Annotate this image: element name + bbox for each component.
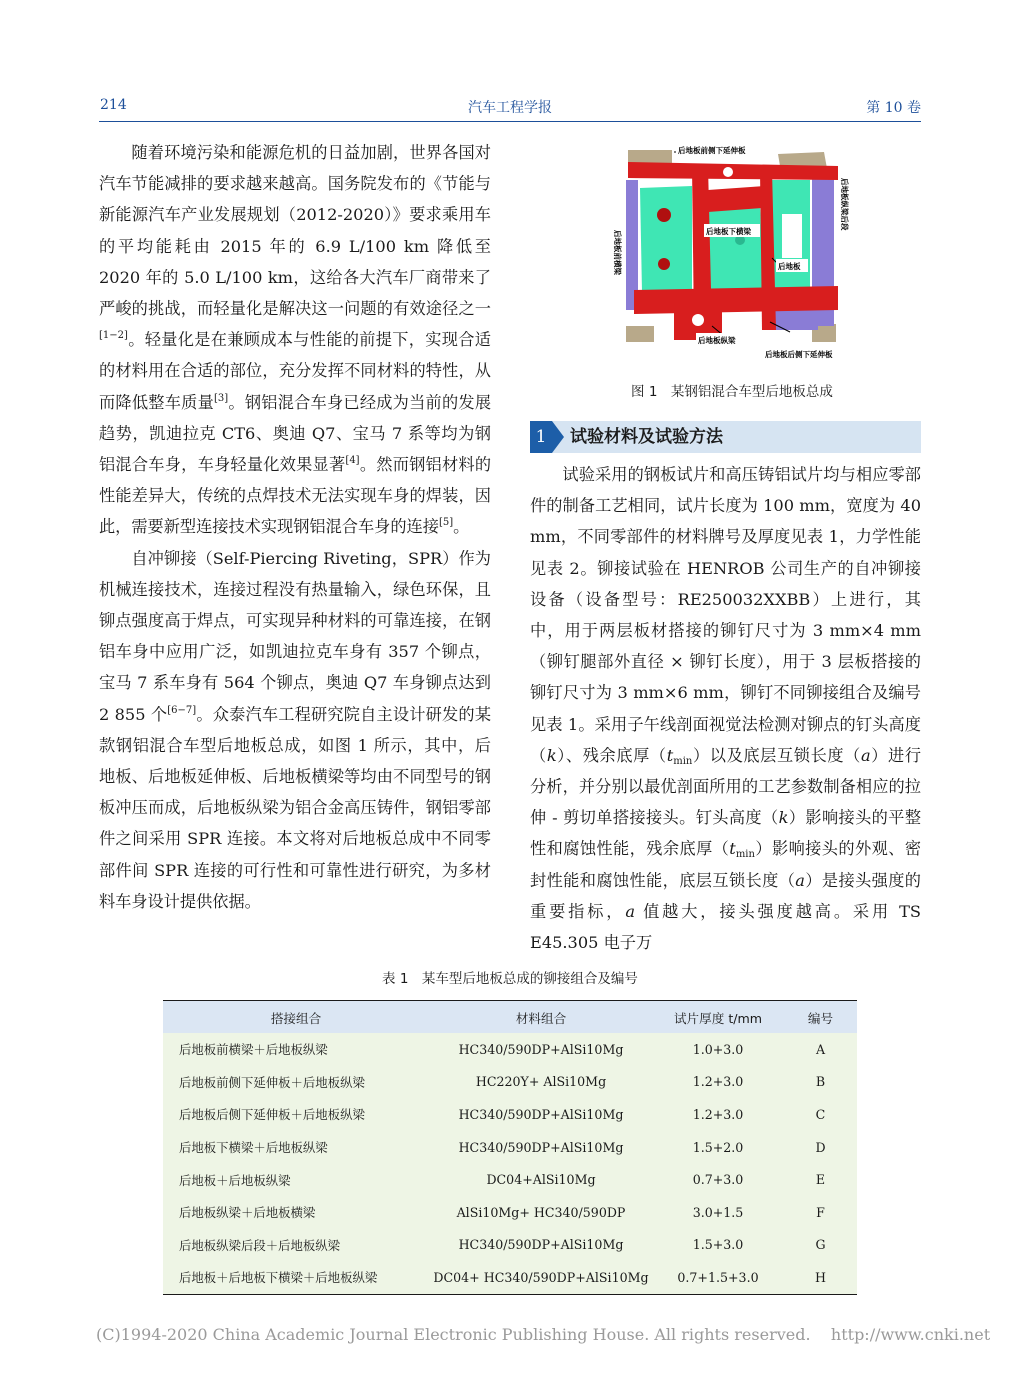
cell-material: HC340/590DP+AlSi10Mg [458, 1139, 624, 1155]
table-row [163, 1033, 857, 1066]
cell-code: C [815, 1106, 826, 1122]
figure-1 [612, 140, 852, 362]
left-column [99, 137, 491, 917]
cell-combination: 后地板前侧下延伸板＋后地板纵梁 [179, 1074, 365, 1090]
column-header: 搭接组合 [270, 1010, 322, 1026]
paragraph-spr: 自冲铆接（Self-Piercing Riveting，SPR）作为机械连接技术，连接过程没有热量输入，绿色环保，且铆点强度高于焊点，可实现异种材料的可靠连接，在钢铝车身中应用广泛，如凯迪拉克车身有 357 个铆点，宝马 7 系车身有 564 个铆点，奥迪 Q7 车身铆点达到 2 855 个[6−7]。众泰汽车工程研究院自主设计研发的某款钢铝混合车型后地板总成，如图 1 所示，其中，后地板、后地板延伸板、后地板横梁等均由不同型号的钢板冲压而成，后地板纵梁为铝合金高压铸件，钢铝零部件之间采用 SPR 连接。本文将对后地板总成中不同零部件间 SPR 连接的可行性和可靠性进行研究，为多材料车身设计提供依据。 [99, 548, 492, 911]
citation: [1−2] [99, 330, 128, 342]
citation: [6−7] [167, 704, 197, 716]
cell-combination: 后地板前横梁＋后地板纵梁 [179, 1042, 328, 1058]
cell-material: HC340/590DP+AlSi10Mg [458, 1237, 624, 1253]
cell-thickness: 0.7+1.5+3.0 [677, 1269, 759, 1285]
right-column [530, 459, 921, 958]
column-header: 试片厚度 t/mm [673, 1010, 763, 1026]
table-header-row [163, 1001, 857, 1034]
cell-material: DC04+ HC340/590DP+AlSi10Mg [433, 1269, 649, 1285]
column-header: 编号 [807, 1010, 834, 1026]
table-row [163, 1098, 857, 1131]
cell-thickness: 1.5+3.0 [692, 1237, 744, 1253]
cell-thickness: 1.5+2.0 [692, 1139, 744, 1155]
table-caption: 表 1 某车型后地板总成的铆接组合及编号 [382, 971, 638, 987]
citation: [5] [438, 517, 454, 529]
cell-code: G [815, 1237, 826, 1253]
table-row [163, 1066, 857, 1099]
volume-label: 第 10 卷 [866, 100, 921, 116]
citation: [4] [345, 455, 360, 467]
cell-combination: 后地板纵梁后段＋后地板纵梁 [179, 1237, 341, 1253]
label-lower-crossmember: 后地板下横梁 [706, 227, 751, 236]
paragraph-methods: 试验采用的钢板试片和高压铸铝试片均与相应零部件的制备工艺相同，试片长度为 100 mm，宽度为 40 mm，不同零部件的材料牌号及厚度见表 1，力学性能见表 2。铆接试验在 HENROB 公司生产的自冲铆接设备（设备型号：RE250032XXBB）上进行，其中，用于两层板材搭接的铆钉尺寸为 3 mm×4 mm（铆钉腿部外直径 × 铆钉长度），用于 3 层板搭接的铆钉尺寸为 3 mm×6 mm，铆钉不同铆接组合及编号见表 1。采用子午线剖面视觉法检测对铆点的钉头高度（k）、残余底厚$(t_{min})$以及底层互锁长度（a）进行分析，并分别以最优剖面所用的工艺参数制备相应的拉伸 - 剪切单搭接接头。钉头高度（k）影响接头的平整性和腐蚀性能，残余底厚$(t_{min})$影响接头的外观、密封性能和腐蚀性能，底层互锁长度（a）是接头强度的重要指标，a 值越大，接头强度越高。采用 TS E45.305 电子万 [530, 465, 922, 953]
cell-thickness: 0.7+3.0 [692, 1172, 744, 1188]
journal-title: 汽车工程学报 [468, 100, 552, 116]
cell-combination: 后地板纵梁＋后地板横梁 [179, 1205, 316, 1221]
cell-combination: 后地板后侧下延伸板＋后地板纵梁 [179, 1107, 365, 1123]
cell-code: A [815, 1041, 826, 1057]
label-front-crossmember: 后地板前横梁 [613, 230, 622, 275]
section-number: 1 [530, 421, 552, 453]
cell-material: HC340/590DP+AlSi10Mg [458, 1041, 624, 1057]
cell-code: F [816, 1204, 825, 1220]
copyright-footer: (C)1994-2020 China Academic Journal Electronic Publishing House. All rights reserved. http://www.cnki.net [96, 1325, 991, 1344]
label-rear-lower-extension: 后地板后侧下延伸板 [765, 350, 833, 359]
cell-code: D [815, 1139, 826, 1155]
cell-code: E [815, 1172, 826, 1188]
citation: [3] [214, 392, 229, 404]
cell-thickness: 1.2+3.0 [692, 1106, 744, 1122]
header-rule [99, 121, 921, 122]
page-number: 214 [100, 97, 127, 113]
cell-thickness: 1.0+3.0 [692, 1041, 744, 1057]
rear-floor-assembly-diagram [612, 140, 852, 362]
cell-code: H [815, 1269, 826, 1285]
cell-thickness: 3.0+1.5 [692, 1204, 744, 1220]
riveting-combinations-table [163, 1000, 857, 1295]
table-row [163, 1261, 857, 1294]
cell-thickness: 1.2+3.0 [692, 1074, 744, 1090]
label-rail-rear-section: 后地板纵梁后段 [840, 178, 849, 231]
column-header: 材料组合 [515, 1010, 567, 1026]
table-row [163, 1196, 857, 1229]
cell-combination: 后地板＋后地板下横梁＋后地板纵梁 [179, 1270, 378, 1286]
label-longitudinal-rail: 后地板纵梁 [698, 336, 736, 345]
paragraph-intro: 随着环境污染和能源危机的日益加剧，世界各国对汽车节能减排的要求越来越高。国务院发布的《节能与新能源汽车产业发展规划（2012-2020）》要求乘用车的平均能耗由 2015 年的 6.9 L/100 km 降低至 2020 年的 5.0 L/100 km，这给各大汽车厂商带来了严峻的挑战，而轻量化是解决这一问题的有效途径之一[1−2]。轻量化是在兼顾成本与性能的前提下，实现合适的材料用在合适的部位，充分发挥不同材料的特性，从而降低整车质量[3]。钢铝混合车身已经成为当前的发展趋势，凯迪拉克 CT6、奥迪 Q7、宝马 7 系等均为钢铝混合车身，车身轻量化效果显著[4]。然而钢铝材料的性能差异大，传统的点焊技术无法实现车身的焊装，因此，需要新型连接技术实现钢铝混合车身的连接[5]。 [99, 143, 492, 537]
cell-combination: 后地板下横梁＋后地板纵梁 [179, 1140, 328, 1156]
cell-material: HC340/590DP+AlSi10Mg [458, 1106, 624, 1122]
label-rear-floor: 后地板 [778, 262, 801, 271]
cell-material: AlSi10Mg+ HC340/590DP [456, 1204, 626, 1220]
section-title: 试验材料及试验方法 [570, 427, 723, 447]
table-row [163, 1163, 857, 1196]
table-row [163, 1131, 857, 1164]
cell-combination: 后地板＋后地板纵梁 [179, 1172, 291, 1188]
table-row [163, 1229, 857, 1262]
section-heading [530, 421, 921, 453]
figure-caption: 图 1 某钢铝混合车型后地板总成 [631, 384, 833, 400]
cell-material: DC04+AlSi10Mg [486, 1172, 596, 1188]
cell-material: HC220Y+ AlSi10Mg [475, 1074, 607, 1090]
label-front-lower-extension: 后地板前侧下延伸板 [678, 146, 746, 155]
cell-code: B [815, 1074, 826, 1090]
section-arrow-icon [552, 421, 564, 453]
